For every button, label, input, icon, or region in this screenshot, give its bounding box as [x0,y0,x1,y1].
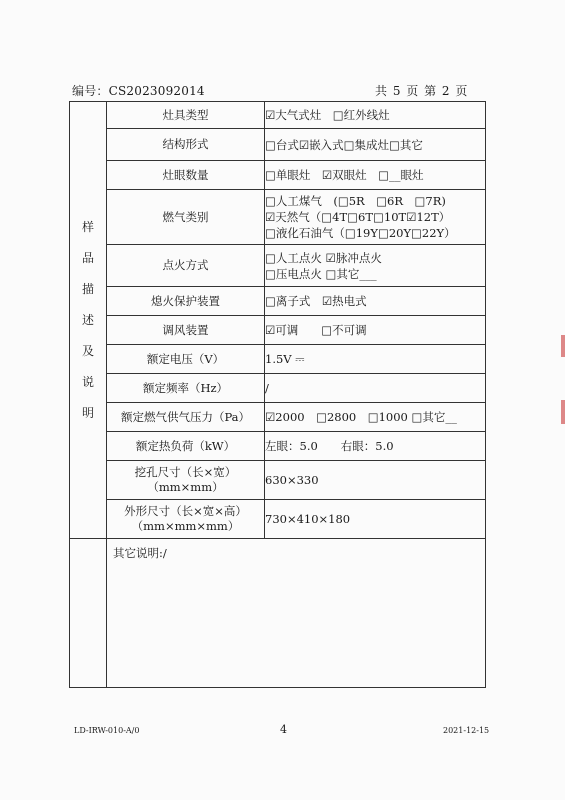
row-label: 结构形式 [107,129,265,161]
row-label: 额定热负荷（kW） [107,432,265,461]
side-char: 品 [81,250,94,265]
row-label: 熄火保护装置 [107,287,265,316]
row-value: / [265,374,486,403]
row-value: □单眼灶 ☑双眼灶 □__眼灶 [265,161,486,190]
seal-edge-mark [561,335,565,357]
row-value: ☑2000 □2800 □1000 □其它__ [265,403,486,432]
page-info: 共 5 页 第 2 页 [375,84,469,98]
sample-description-table [69,101,486,688]
side-char: 述 [81,312,94,327]
row-value: 左眼：5.0 右眼：5.0 [265,432,486,461]
footer-form-code: LD-IRW-010-A/0 [74,726,140,735]
row-label: 外形尺寸（长×宽×高） （mm×mm×mm） [107,500,265,539]
side-label-cont [70,539,107,688]
row-label: 燃气类别 [107,190,265,245]
document-number: 编号：CS2023092014 [72,84,205,98]
row-value: ☑大气式灶 □红外线灶 [265,102,486,129]
row-value: □离子式 ☑热电式 [265,287,486,316]
footer-page-number: 4 [280,723,287,736]
row-label: 点火方式 [107,245,265,287]
row-label: 额定频率（Hz） [107,374,265,403]
footer-date: 2021-12-15 [443,726,490,735]
row-label: 额定燃气供气压力（Pa） [107,403,265,432]
row-label: 挖孔尺寸（长×宽） （mm×mm） [107,461,265,500]
row-value: ☑可调 □不可调 [265,316,486,345]
row-label: 灶具类型 [107,102,265,129]
side-char: 明 [81,405,94,420]
other-notes: 其它说明:/ [107,539,486,688]
row-value: □人工点火 ☑脉冲点火 □压电点火 □其它___ [265,245,486,287]
side-char: 说 [81,374,94,389]
row-value: 1.5V ⎓ [265,345,486,374]
row-label: 调风装置 [107,316,265,345]
side-char: 及 [81,343,94,358]
row-value: 730×410×180 [265,500,486,539]
row-label: 额定电压（V） [107,345,265,374]
side-char: 样 [81,219,94,234]
side-label [70,102,107,539]
row-value: 630×330 [265,461,486,500]
row-label: 灶眼数量 [107,161,265,190]
row-value: □台式☑嵌入式□集成灶□其它 [265,129,486,161]
seal-edge-mark [561,400,565,424]
row-value: □人工煤气 (□5R □6R □7R) ☑天然气（□4T□6T□10T☑12T） □液化石油气（□19Y□20Y□22Y） [265,190,486,245]
side-char: 描 [81,281,94,296]
